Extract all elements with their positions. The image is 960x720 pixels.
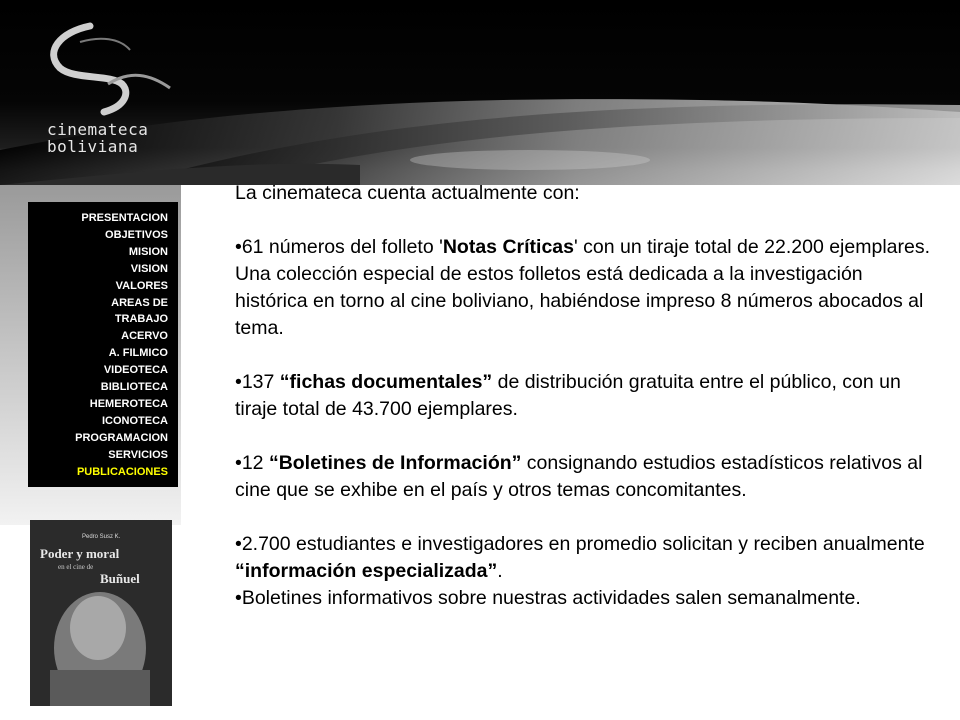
sidebar-nav bbox=[28, 202, 178, 487]
nav-item-vision[interactable]: VISION bbox=[130, 262, 168, 275]
notas-criticas-label: Notas Críticas bbox=[442, 236, 574, 258]
item-notas-criticas: •61 números del folleto 'Notas Críticas' con un tiraje total de 22.200 ejemplares. Una colección especial de estos folletos está dedicada a la investigación histórica en torno al cine boliviano, habiéndose impreso 8 números abocados al tema. bbox=[235, 236, 931, 339]
nav-item-areas-de[interactable]: AREAS DE bbox=[111, 296, 168, 309]
nav-item-presentacion[interactable]: PRESENTACION bbox=[81, 212, 168, 224]
informacion-especializada-label: “información especializada” bbox=[235, 560, 498, 582]
nav-item-iconoteca[interactable]: ICONOTECA bbox=[102, 414, 168, 427]
item-informacion-especializada: •2.700 estudiantes e investigadores en promedio solicitan y reciben anualmente “información especializada”. bbox=[235, 533, 925, 582]
item-boletines-informacion: •12 “Boletines de Información” consignando estudios estadísticos relativos al cine que se exhibe en el país y otros temas concomitantes. bbox=[235, 452, 923, 501]
item-fichas-documentales: •137 “fichas documentales” de distribución gratuita entre el público, con un tiraje total de 43.700 ejemplares. bbox=[235, 371, 901, 420]
boletines-informacion-label: “Boletines de Información” bbox=[268, 452, 522, 474]
book-title-line-1: Poder y moral bbox=[40, 546, 120, 561]
nav-item-publicaciones[interactable]: PUBLICACIONES bbox=[76, 465, 168, 478]
nav-item-videoteca[interactable]: VIDEOTECA bbox=[103, 364, 168, 377]
book-title-line-2: en el cine de bbox=[58, 563, 94, 571]
nav-item-servicios[interactable]: SERVICIOS bbox=[108, 448, 168, 461]
nav-item-objetivos[interactable]: OBJETIVOS bbox=[105, 228, 168, 241]
nav-item-acervo[interactable]: ACERVO bbox=[121, 330, 168, 343]
book-title-line-3: Buñuel bbox=[100, 571, 140, 586]
book-cover-image bbox=[30, 520, 172, 706]
nav-item-trabajo[interactable]: TRABAJO bbox=[114, 313, 168, 326]
brand-line-1: cinemateca bbox=[47, 120, 149, 139]
nav-item-valores[interactable]: VALORES bbox=[115, 279, 168, 292]
nav-item-programacion[interactable]: PROGRAMACION bbox=[75, 431, 168, 444]
book-author: Pedro Susz K. bbox=[82, 534, 121, 540]
nav-item-biblioteca[interactable]: BIBLIOTECA bbox=[100, 381, 168, 394]
main-content bbox=[235, 180, 935, 612]
intro-text: La cinemateca cuenta actualmente con: bbox=[235, 182, 580, 204]
nav-item-mision[interactable]: MISION bbox=[128, 245, 168, 258]
nav-item-a-filmico[interactable]: A. FILMICO bbox=[108, 347, 168, 360]
item-boletines-semanales: •Boletines informativos sobre nuestras actividades salen semanalmente. bbox=[235, 587, 861, 609]
book-cover-art bbox=[30, 520, 172, 706]
brand-line-2: boliviana bbox=[47, 137, 139, 156]
cinemateca-logo-icon bbox=[30, 22, 180, 122]
brand-logo-text bbox=[47, 121, 148, 155]
nav-item-hemeroteca[interactable]: HEMEROTECA bbox=[89, 397, 168, 410]
fichas-documentales-label: “fichas documentales” bbox=[279, 371, 493, 393]
header-banner bbox=[0, 0, 960, 185]
